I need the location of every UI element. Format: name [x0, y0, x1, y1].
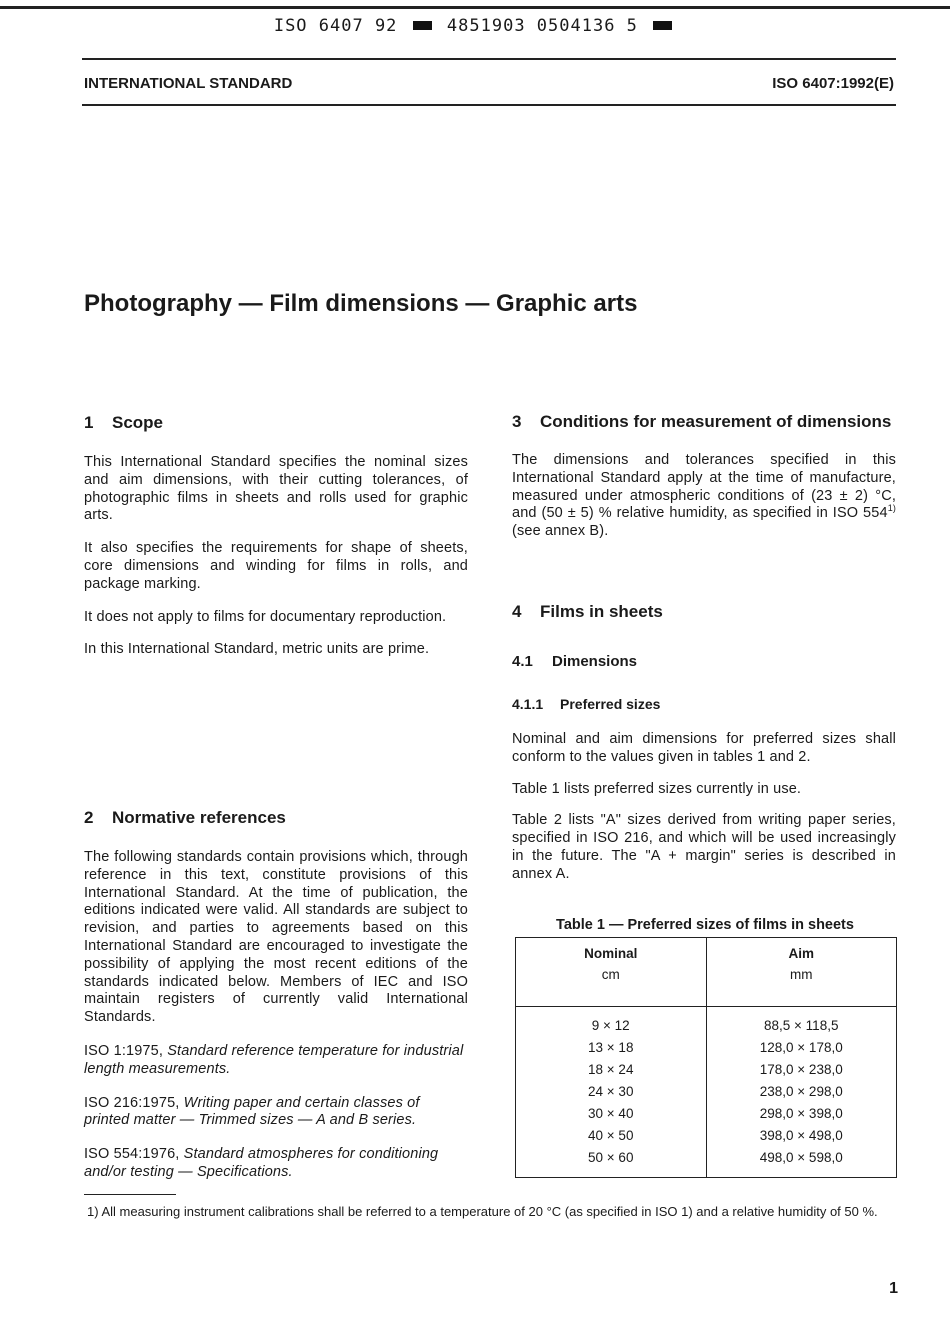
header-standard-type: INTERNATIONAL STANDARD: [84, 75, 293, 92]
section-conditions: [512, 411, 896, 541]
scope-paragraph: This International Standard specifies the nominal sizes and aim dimensions, with their cutting tolerances, of photographic films in sheets and rolls used for graphic arts.: [84, 454, 468, 524]
top-edge-rule: [0, 6, 950, 9]
section-normative-references: [84, 807, 468, 1182]
aim-cell: 178,0 × 238,0: [706, 1059, 897, 1081]
nominal-cell: 24 × 30: [516, 1081, 707, 1103]
reference-item: ISO 554:1976, Standard atmospheres for conditioning and/or testing — Specifications.: [84, 1146, 439, 1180]
nominal-cell: 50 × 60: [516, 1147, 707, 1178]
films-paragraph: Table 2 lists "A" sizes derived from writing paper series, specified in ISO 216, and which will be used increasingly in the future. The "A + margin" series is described in annex A.: [512, 812, 896, 882]
scope-paragraph: In this International Standard, metric units are prime.: [84, 641, 430, 658]
scan-code-line: [0, 16, 950, 36]
footnote: 1) All measuring instrument calibrations shall be referred to a temperature of 20 °C (as specified in ISO 1) and a relative humidity of 50 %.: [87, 1204, 878, 1219]
table-row: [516, 1147, 897, 1178]
table-row: [516, 1037, 897, 1059]
scope-paragraph: It does not apply to films for documentary reproduction.: [84, 608, 447, 625]
normative-heading: 2 Normative references: [84, 808, 286, 827]
table-header-nominal: Nominal cm: [516, 938, 707, 1007]
conditions-heading: 3 Conditions for measurement of dimensions: [512, 412, 892, 431]
barcode-block-mark: [653, 21, 672, 30]
nominal-cell: 13 × 18: [516, 1037, 707, 1059]
aim-cell: 88,5 × 118,5: [706, 1007, 897, 1038]
scope-heading: 1 Scope: [84, 413, 164, 432]
table-row: [516, 1103, 897, 1125]
footnote-reference: 1): [887, 503, 896, 514]
scan-code-part2: 4851903 0504136 5: [446, 16, 638, 36]
table-row: [516, 1125, 897, 1147]
nominal-cell: 9 × 12: [516, 1007, 707, 1038]
table-header-aim: Aim mm: [706, 938, 897, 1007]
table-row: [516, 1059, 897, 1081]
preferred-sizes-table: [515, 937, 897, 1178]
normative-intro: The following standards contain provisions which, through reference in this text, constitute provisions of this International Standard. At the time of publication, the editions indicated were valid. All standards are subject to revision, and parties to agreements based on this International Standard are encouraged to investigate the possibility of applying the most recent editions of the standards indicated below. Members of IEC and ISO maintain registers of currently valid International Standards.: [84, 849, 468, 1026]
dimensions-subheading: 4.1 Dimensions: [512, 653, 638, 670]
table-row: [516, 1081, 897, 1103]
aim-cell: 128,0 × 178,0: [706, 1037, 897, 1059]
preferred-sizes-subheading: 4.1.1 Preferred sizes: [512, 696, 661, 712]
nominal-cell: 18 × 24: [516, 1059, 707, 1081]
aim-cell: 298,0 × 398,0: [706, 1103, 897, 1125]
header-standard-number: ISO 6407:1992(E): [772, 75, 894, 92]
aim-cell: 398,0 × 498,0: [706, 1125, 897, 1147]
nominal-cell: 30 × 40: [516, 1103, 707, 1125]
conditions-paragraph: The dimensions and tolerances specified in this International Standard apply at the time of manufacture, measured under atmospheric conditions of (23 ± 2) °C, and (50 ± 5) % relative humidity, as specified in ISO 554$^{1)}$ (see annex B).: [512, 452, 896, 540]
scope-paragraph: It also specifies the requirements for shape of sheets, core dimensions and winding for films in rolls, and package marking.: [84, 540, 468, 592]
page-number: 1: [889, 1280, 898, 1297]
document-title: Photography — Film dimensions — Graphic arts: [84, 290, 638, 317]
nominal-cell: 40 × 50: [516, 1125, 707, 1147]
films-paragraph: Nominal and aim dimensions for preferred sizes shall conform to the values given in tables 1 and 2.: [512, 731, 896, 765]
films-paragraph: Table 1 lists preferred sizes currently in use.: [512, 780, 802, 797]
films-heading: 4 Films in sheets: [512, 602, 663, 621]
reference-item: ISO 216:1975, Writing paper and certain classes of printed matter — Trimmed sizes — A and B series.: [84, 1094, 420, 1129]
table1-caption: Table 1 — Preferred sizes of films in sheets: [556, 917, 854, 933]
aim-cell: 498,0 × 598,0: [706, 1147, 897, 1178]
header-bottom-rule: [82, 104, 896, 106]
header-top-rule: [82, 58, 896, 60]
table-row: [516, 1007, 897, 1038]
reference-item: ISO 1:1975, Standard reference temperature for industrial length measurements.: [84, 1042, 464, 1077]
section-scope: [84, 412, 468, 659]
scan-code-part1: ISO 6407 92: [273, 16, 398, 36]
section-films-in-sheets: [512, 601, 896, 884]
aim-cell: 238,0 × 298,0: [706, 1081, 897, 1103]
footnote-separator: [84, 1194, 176, 1195]
barcode-block-mark: [413, 21, 432, 30]
